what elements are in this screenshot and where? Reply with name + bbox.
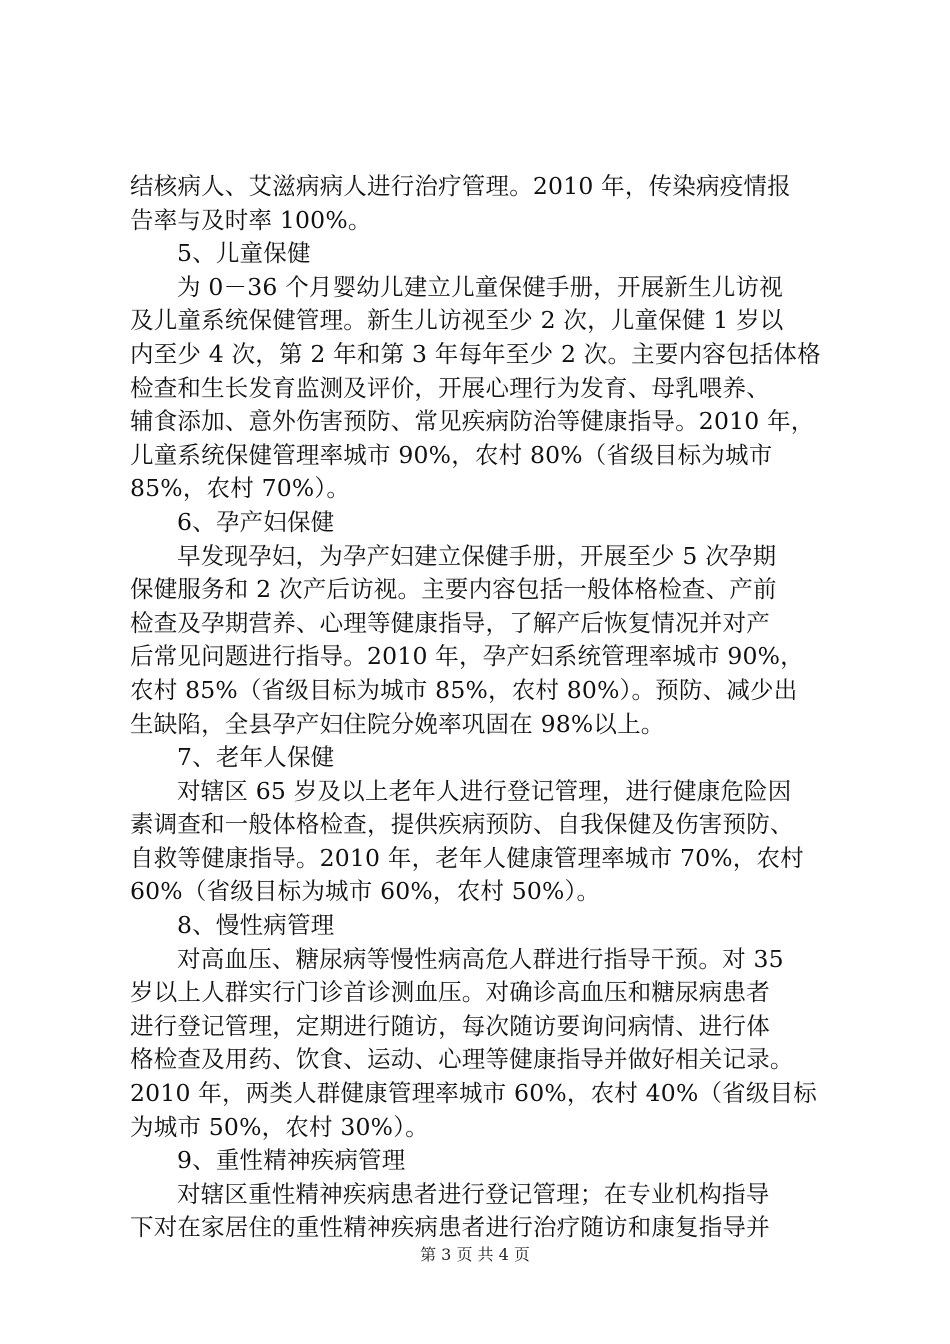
text-line: 为城市 50%，农村 30%）。 xyxy=(130,1112,429,1141)
text-line: 对辖区重性精神疾病患者进行登记管理；在专业机构指导 xyxy=(177,1179,770,1208)
text-line: 对辖区 65 岁及以上老年人进行登记管理，进行健康危险因 xyxy=(177,776,792,805)
section-heading-mental-illness: 9、重性精神疾病管理 xyxy=(177,1146,406,1175)
text-line: 进行登记管理，定期进行随访，每次随访要询问病情、进行体 xyxy=(130,1011,770,1040)
text-line: 生缺陷，全县孕产妇住院分娩率巩固在 98%以上。 xyxy=(130,709,665,738)
text-line: 素调查和一般体格检查，提供疾病预防、自我保健及伤害预防、 xyxy=(130,810,794,839)
text-line: 60%（省级目标为城市 60%，农村 50%）。 xyxy=(130,877,601,906)
text-line: 内至少 4 次，第 2 年和第 3 年每年至少 2 次。主要内容包括体格 xyxy=(130,339,821,368)
text-line: 2010 年，两类人群健康管理率城市 60%，农村 40%（省级目标 xyxy=(130,1079,817,1108)
text-line: 85%，农村 70%）。 xyxy=(130,474,351,503)
section-heading-child-health: 5、儿童保健 xyxy=(177,239,311,268)
text-line: 后常见问题进行指导。2010 年，孕产妇系统管理率城市 90%， xyxy=(130,642,804,671)
page-number-footer: 第 3 页 共 4 页 xyxy=(420,1245,530,1264)
text-line: 自救等健康指导。2010 年，老年人健康管理率城市 70%，农村 xyxy=(130,843,804,872)
text-line: 岁以上人群实行门诊首诊测血压。对确诊高血压和糖尿病患者 xyxy=(130,978,770,1007)
text-line: 为 0－36 个月婴幼儿建立儿童保健手册，开展新生儿访视 xyxy=(177,272,783,301)
text-line: 早发现孕妇，为孕产妇建立保健手册，开展至少 5 次孕期 xyxy=(177,541,777,570)
text-line: 结核病人、艾滋病病人进行治疗管理。2010 年，传染病疫情报 xyxy=(130,172,791,200)
section-heading-maternal-health: 6、孕产妇保健 xyxy=(177,507,335,536)
text-line: 检查及孕期营养、心理等健康指导，了解产后恢复情况并对产 xyxy=(130,608,770,637)
text-line: 儿童系统保健管理率城市 90%，农村 80%（省级目标为城市 xyxy=(130,440,773,469)
text-line: 格检查及用药、饮食、运动、心理等健康指导并做好相关记录。 xyxy=(130,1045,794,1074)
text-line: 告率与及时率 100%。 xyxy=(130,205,372,234)
text-line: 检查和生长发育监测及评价，开展心理行为发育、母乳喂养、 xyxy=(130,373,770,402)
text-line: 保健服务和 2 次产后访视。主要内容包括一般体格检查、产前 xyxy=(130,575,777,604)
text-line: 及儿童系统保健管理。新生儿访视至少 2 次，儿童保健 1 岁以 xyxy=(130,306,784,335)
section-heading-elderly-health: 7、老年人保健 xyxy=(177,743,335,772)
text-line: 农村 85%（省级目标为城市 85%，农村 80%）。预防、减少出 xyxy=(130,675,798,704)
text-line: 下对在家居住的重性精神疾病患者进行治疗随访和康复指导并 xyxy=(130,1213,770,1242)
section-heading-chronic-disease: 8、慢性病管理 xyxy=(177,911,335,940)
document-body xyxy=(130,170,830,1245)
text-line: 辅食添加、意外伤害预防、常见疾病防治等健康指导。2010 年， xyxy=(130,407,815,436)
text-line: 对高血压、糖尿病等慢性病高危人群进行指导干预。对 35 xyxy=(177,944,784,973)
